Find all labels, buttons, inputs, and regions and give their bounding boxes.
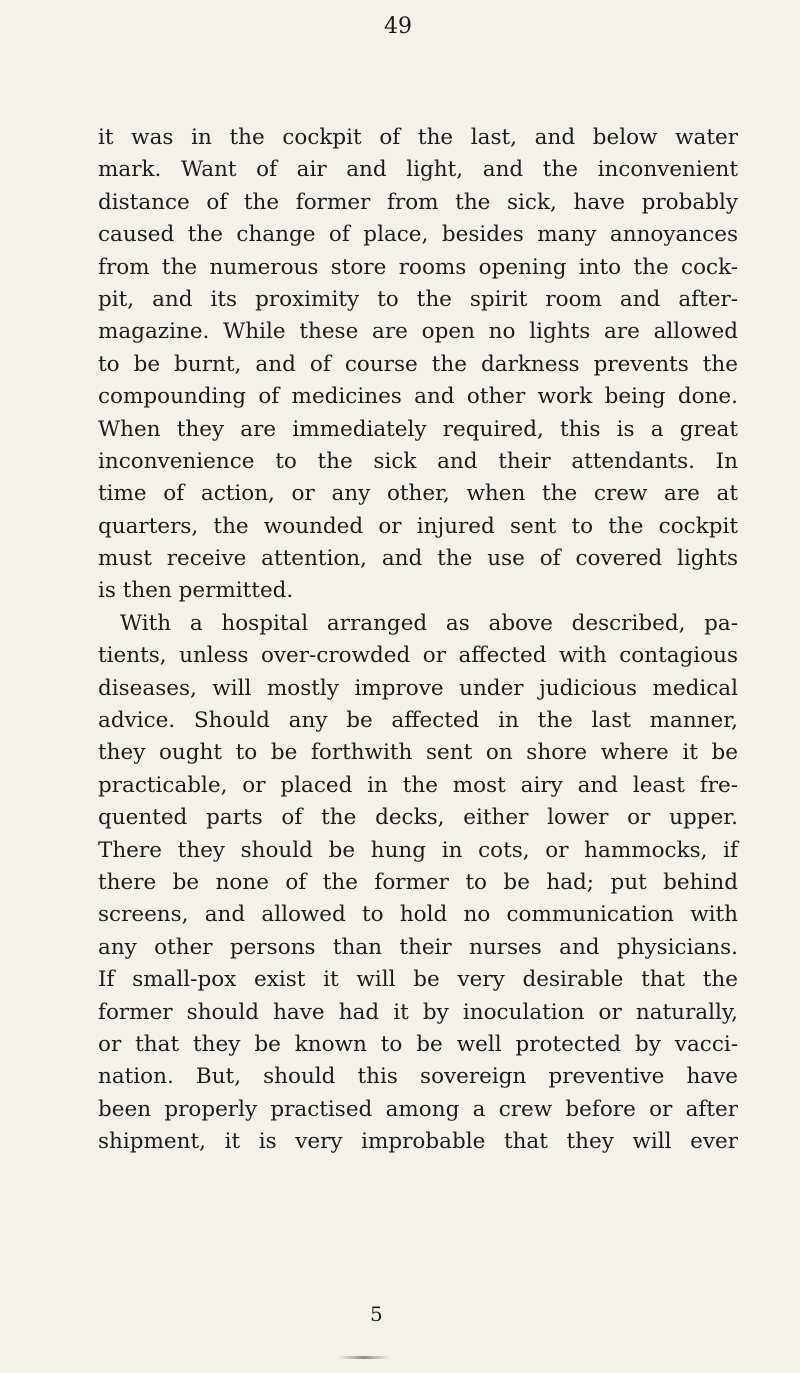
text-line: any other persons than their nurses and physicians. <box>98 934 738 960</box>
body-text <box>98 122 738 1159</box>
text-line: former should have had it by inoculation or naturally, <box>98 999 738 1025</box>
text-line: mark. Want of air and light, and the inconvenient <box>98 157 738 183</box>
text-line: When they are immediately required, this is a great <box>98 416 738 442</box>
text-line: or that they be known to be well protected by vacci- <box>98 1031 738 1057</box>
signature-mark: 5 <box>370 1302 383 1326</box>
text-line: distance of the former from the sick, have probably <box>98 189 738 215</box>
text-line: With a hospital arranged as above described, pa- <box>120 610 738 636</box>
text-line: quented parts of the decks, either lower or upper. <box>98 805 738 831</box>
text-line: practicable, or placed in the most airy and least fre- <box>98 772 738 798</box>
text-line: caused the change of place, besides many annoyances <box>98 222 738 248</box>
text-line: there be none of the former to be had; put behind <box>98 869 738 895</box>
text-line: diseases, will mostly improve under judicious medical <box>98 675 738 701</box>
text-line: from the numerous store rooms opening into the cock- <box>98 254 738 280</box>
bottom-smudge <box>338 1356 390 1359</box>
text-line: nation. But, should this sovereign preventive have <box>98 1064 738 1090</box>
page-number: 49 <box>384 14 412 39</box>
text-line: pit, and its proximity to the spirit room and after- <box>98 286 738 312</box>
text-line: tients, unless over-crowded or affected with contagious <box>98 643 738 669</box>
text-line: they ought to be forthwith sent on shore where it be <box>98 740 738 766</box>
text-line: quarters, the wounded or injured sent to the cockpit <box>98 513 738 539</box>
text-line: There they should be hung in cots, or hammocks, if <box>98 837 738 863</box>
text-line: been properly practised among a crew before or after <box>98 1096 738 1122</box>
text-line: magazine. While these are open no lights are allowed <box>98 319 738 345</box>
text-line: is then permitted. <box>98 578 294 604</box>
text-line: to be burnt, and of course the darkness prevents the <box>98 351 738 377</box>
text-line: must receive attention, and the use of covered lights <box>98 546 738 572</box>
text-line: it was in the cockpit of the last, and below water <box>98 125 738 150</box>
text-line: If small-pox exist it will be very desirable that the <box>98 967 738 993</box>
text-line: advice. Should any be affected in the last manner, <box>98 708 738 734</box>
text-line: compounding of medicines and other work being done. <box>98 384 738 410</box>
text-line: shipment, it is very improbable that they will ever <box>98 1129 738 1155</box>
text-line: inconvenience to the sick and their attendants. In <box>98 448 738 474</box>
text-line: screens, and allowed to hold no communication with <box>98 902 738 928</box>
text-line: time of action, or any other, when the crew are at <box>98 481 738 507</box>
